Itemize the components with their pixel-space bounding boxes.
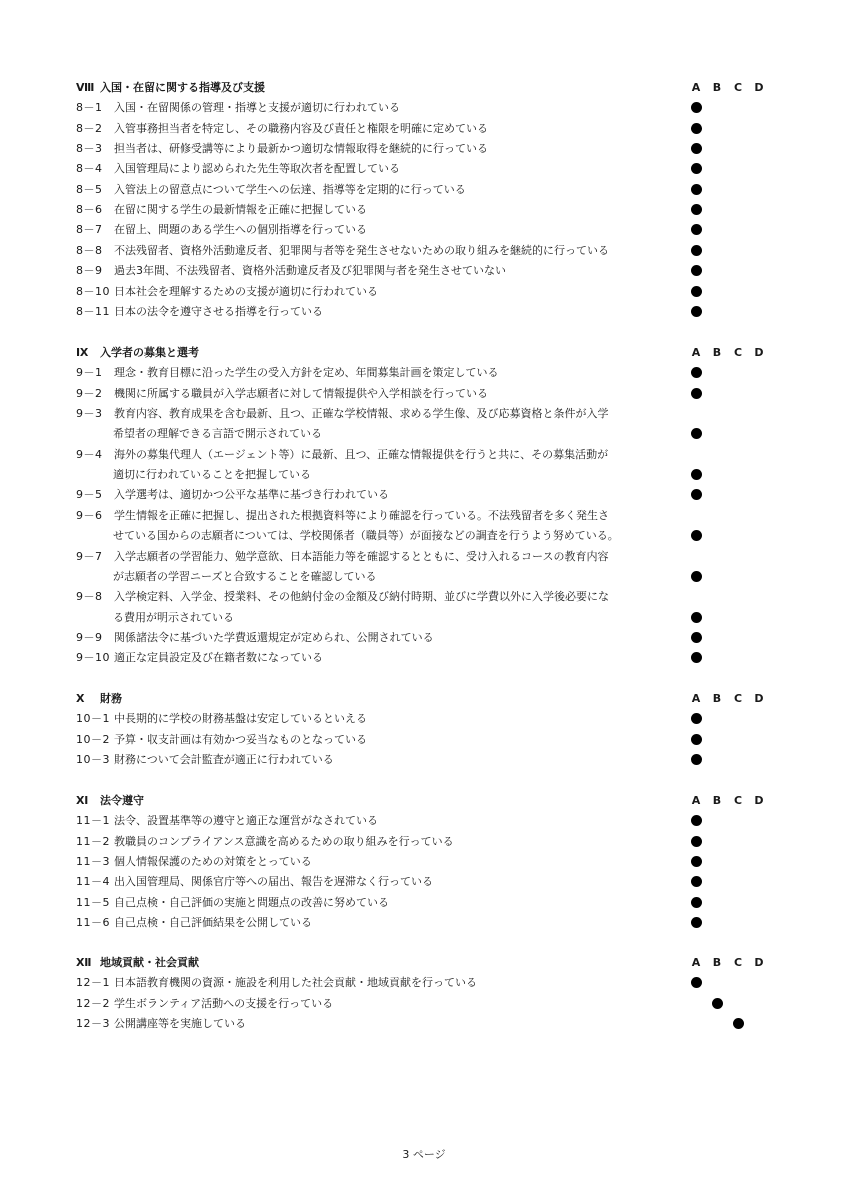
criterion-text: 法令、設置基準等の遵守と適正な運営がなされている [114,814,378,828]
grade-mark-a [691,977,702,988]
criterion-text: 入学志願者の学習能力、勉学意欲、日本語能力等を確認するとともに、受け入れるコースの教育内容 [114,549,609,563]
criterion-row [0,159,848,179]
grade-mark-a [691,897,702,908]
section-number: Ⅹ [76,692,85,705]
criterion-text: 関係諸法令に基づいた学費返還規定が定められ、公開されている [114,630,434,644]
section-number: Ⅸ [76,346,89,359]
grade-mark-c [733,1018,744,1029]
criterion-row [0,200,848,220]
criterion-text: 学生ボランティア活動への支援を行っている [114,996,334,1010]
criterion-row [0,973,848,993]
grade-label-a: A [691,346,701,359]
criterion-number: 9－9 [76,630,103,644]
grade-label-b: B [712,692,722,705]
criterion-number: 9－5 [76,488,103,502]
criterion-row [0,587,848,607]
criterion-text: 適正な定員設定及び在籍者数になっている [114,651,323,665]
criterion-number: 9－1 [76,366,103,380]
criterion-row [0,384,848,404]
criterion-text: 機関に所属する職員が入学志願者に対して情報提供や入学相談を行っている [114,386,488,400]
grade-mark-a [691,571,702,582]
criterion-text: 入学選考は、適切かつ公平な基準に基づき行われている [114,488,389,502]
section-title: 入学者の募集と選考 [100,346,199,359]
criterion-text: 在留上、問題のある学生への個別指導を行っている [114,223,367,237]
section-title: 財務 [100,692,122,705]
criterion-text: 出入国管理局、関係官庁等への届出、報告を遅滞なく行っている [114,875,433,889]
criterion-text: 入管事務担当者を特定し、その職務内容及び責任と権限を明確に定めている [114,121,488,135]
criterion-text: 公開講座等を実施している [114,1017,246,1031]
section-number: Ⅻ [76,956,92,969]
criterion-text: 財務について会計監査が適正に行われている [114,753,334,767]
criterion-row [0,648,848,668]
grade-mark-a [691,184,702,195]
criterion-row-continued [0,608,848,628]
criterion-row [0,282,848,302]
criterion-text: 日本の法令を遵守させる指導を行っている [114,304,323,318]
criterion-number: 11－4 [76,875,110,889]
grade-label-c: C [733,794,743,807]
criterion-number: 12－1 [76,976,110,990]
grade-label-b: B [712,794,722,807]
criterion-text: 自己点検・自己評価結果を公開している [114,916,312,930]
criterion-text: が志願者の学習ニーズと合致することを確認している [113,569,377,583]
grade-label-c: C [733,956,743,969]
grade-mark-a [691,489,702,500]
criterion-row-continued [0,424,848,444]
criterion-row [0,730,848,750]
criterion-text: 自己点検・自己評価の実施と問題点の改善に努めている [114,895,389,909]
grade-mark-a [691,123,702,134]
criterion-row [0,241,848,261]
criterion-text: 希望者の理解できる言語で開示されている [113,427,322,441]
section-title: 入国・在留に関する指導及び支援 [100,81,265,94]
grade-mark-a [691,876,702,887]
grade-mark-a [691,917,702,928]
criterion-row [0,750,848,770]
grade-mark-a [691,143,702,154]
grade-label-d: D [754,81,764,94]
criterion-text: 個人情報保護のための対策をとっている [114,855,312,869]
criterion-text: 在留に関する学生の最新情報を正確に把握している [114,203,367,217]
grade-label-c: C [733,81,743,94]
criterion-row [0,98,848,118]
grade-label-d: D [754,346,764,359]
criterion-number: 12－3 [76,1017,110,1031]
criterion-row [0,220,848,240]
grade-label-b: B [712,346,722,359]
criterion-text: 入管法上の留意点について学生への伝達、指導等を定期的に行っている [114,182,466,196]
criterion-number: 9－7 [76,549,103,563]
grade-mark-a [691,388,702,399]
criterion-number: 8－7 [76,223,103,237]
criterion-text: 教職員のコンプライアンス意識を高めるための取り組みを行っている [114,834,454,848]
criterion-text: 担当者は、研修受講等により最新かつ適切な情報取得を継続的に行っている [114,142,488,156]
criterion-row [0,872,848,892]
criterion-number: 11－3 [76,855,110,869]
grade-mark-a [691,367,702,378]
criterion-number: 11－6 [76,916,110,930]
criterion-number: 9－8 [76,590,103,604]
criterion-number: 11－5 [76,895,110,909]
criterion-text: せている国からの志願者については、学校関係者（職員等）が面接などの調査を行うよう努めている。 [113,529,619,543]
grade-mark-a [691,204,702,215]
section-title: 地域貢献・社会貢献 [100,956,199,969]
criterion-row [0,445,848,465]
grade-mark-a [691,102,702,113]
grade-label-b: B [712,956,722,969]
criterion-row [0,628,848,648]
grade-label-d: D [754,956,764,969]
grade-mark-a [691,734,702,745]
criterion-number: 8－3 [76,142,103,156]
criterion-row [0,180,848,200]
grade-mark-a [691,245,702,256]
page-number: 3 ページ [402,1148,446,1161]
criterion-number: 8－4 [76,162,103,176]
grade-mark-a [691,224,702,235]
grade-label-d: D [754,692,764,705]
criterion-number: 10－3 [76,753,110,767]
criterion-text: 入国管理局により認められた先生等取次者を配置している [114,162,400,176]
criterion-text: る費用が明示されている [113,610,234,624]
criterion-row [0,547,848,567]
criterion-number: 9－4 [76,447,103,461]
grade-mark-a [691,286,702,297]
criterion-row-continued [0,567,848,587]
criterion-row [0,302,848,322]
criterion-text: 入国・在留関係の管理・指導と支援が適切に行われている [114,101,400,115]
grade-label-a: A [691,956,701,969]
criterion-row [0,261,848,281]
criterion-row [0,404,848,424]
grade-mark-a [691,469,702,480]
grade-label-b: B [712,81,722,94]
grade-mark-a [691,632,702,643]
grade-label-a: A [691,794,701,807]
grade-mark-a [691,163,702,174]
criterion-text: 学生情報を正確に把握し、提出された根拠資料等により確認を行っている。不法残留者を多く発生さ [114,508,609,522]
grade-label-d: D [754,794,764,807]
criterion-row [0,811,848,831]
grade-mark-a [691,856,702,867]
criterion-number: 12－2 [76,996,110,1010]
grade-mark-a [691,836,702,847]
criterion-text: 教育内容、教育成果を含む最新、且つ、正確な学校情報、求める学生像、及び応募資格と条件が入学 [114,407,609,421]
criterion-text: 予算・収支計画は有効かつ妥当なものとなっている [114,732,367,746]
criterion-row [0,506,848,526]
criterion-number: 8－5 [76,182,103,196]
criterion-row [0,852,848,872]
grade-label-a: A [691,692,701,705]
criterion-number: 8－9 [76,264,103,278]
section-header [0,689,848,709]
section-header [0,343,848,363]
section-header [0,78,848,98]
criterion-text: 海外の募集代理人（エージェント等）に最新、且つ、正確な情報提供を行うと共に、その募集活動が [114,447,609,461]
criterion-row [0,893,848,913]
criterion-number: 9－10 [76,651,110,665]
criterion-number: 9－2 [76,386,103,400]
criterion-row [0,832,848,852]
grade-mark-b [712,998,723,1009]
grade-mark-a [691,612,702,623]
criterion-number: 8－6 [76,203,103,217]
criterion-text: 適切に行われていることを把握している [113,468,311,482]
section-number: Ⅺ [76,794,89,807]
criterion-number: 8－8 [76,243,103,257]
section-header [0,953,848,973]
criterion-text: 理念・教育目標に沿った学生の受入方針を定め、年間募集計画を策定している [114,366,499,380]
criterion-row [0,709,848,729]
criterion-text: 日本語教育機関の資源・施設を利用した社会貢献・地域貢献を行っている [114,976,477,990]
section-number: Ⅷ [76,81,95,94]
criterion-number: 11－1 [76,814,110,828]
criterion-text: 不法残留者、資格外活動違反者、犯罪関与者等を発生させないための取り組みを継続的に行っている [114,243,609,257]
criterion-number: 10－1 [76,712,110,726]
criterion-number: 8－10 [76,284,110,298]
criterion-number: 9－6 [76,508,103,522]
criterion-row [0,1014,848,1034]
grade-mark-a [691,815,702,826]
criterion-row [0,363,848,383]
criterion-row [0,485,848,505]
criterion-text: 過去3年間、不法残留者、資格外活動違反者及び犯罪関与者を発生させていない [114,264,506,278]
grade-mark-a [691,265,702,276]
criterion-number: 8－11 [76,304,110,318]
criterion-text: 中長期的に学校の財務基盤は安定しているといえる [114,712,367,726]
grade-label-a: A [691,81,701,94]
grade-mark-a [691,306,702,317]
criterion-number: 9－3 [76,407,103,421]
criterion-row [0,913,848,933]
grade-mark-a [691,754,702,765]
grade-label-c: C [733,692,743,705]
criterion-number: 11－2 [76,834,110,848]
grade-mark-a [691,530,702,541]
criterion-row-continued [0,465,848,485]
criterion-text: 入学検定料、入学金、授業料、その他納付金の金額及び納付時期、並びに学費以外に入学後必要にな [114,590,609,604]
criterion-row [0,139,848,159]
grade-label-c: C [733,346,743,359]
criterion-row [0,994,848,1014]
criterion-number: 8－2 [76,121,103,135]
grade-mark-a [691,652,702,663]
criterion-number: 10－2 [76,732,110,746]
grade-mark-a [691,428,702,439]
criterion-row-continued [0,526,848,546]
grade-mark-a [691,713,702,724]
criterion-row [0,119,848,139]
section-title: 法令遵守 [100,794,144,807]
criterion-text: 日本社会を理解するための支援が適切に行われている [114,284,378,298]
section-header [0,791,848,811]
criterion-number: 8－1 [76,101,103,115]
